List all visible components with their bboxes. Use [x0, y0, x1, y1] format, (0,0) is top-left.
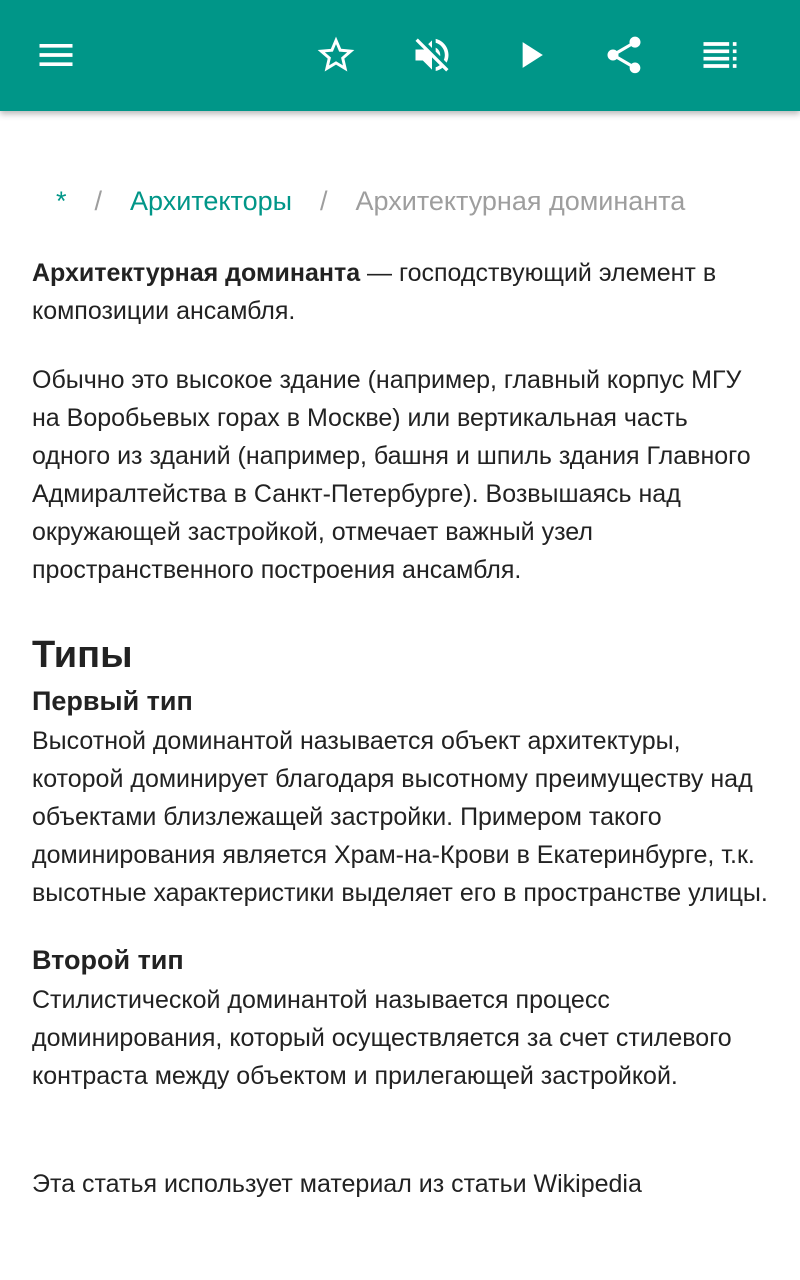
article-body [32, 254, 772, 1203]
subsection-title-type2: Второй тип [32, 945, 184, 975]
breadcrumb [56, 181, 685, 221]
star-outline-icon [314, 33, 358, 77]
share-button[interactable] [592, 23, 656, 87]
share-icon [602, 33, 646, 77]
hamburger-menu-icon [34, 33, 78, 77]
breadcrumb-separator: / [320, 186, 328, 216]
breadcrumb-current: Архитектурная доминанта [355, 186, 686, 216]
app-bar [0, 0, 800, 111]
type1-paragraph: Высотной доминантой называется объект архитектуры, которой доминирует благодаря высотному преимуществу над объектами близлежащей застройки. Примером такого доминирования является Храм-на-Крови в Екатеринбурге, т.к. высотные характеристики выделяет его в пространстве улицы. [32, 727, 768, 907]
section-title-types: Типы [32, 634, 133, 676]
table-of-contents-icon [698, 33, 742, 77]
definition-paragraph [32, 254, 772, 330]
play-icon [508, 33, 552, 77]
source-prefix: Эта статья использует материал из статьи [32, 1170, 534, 1198]
favorite-button[interactable] [304, 23, 368, 87]
breadcrumb-root-link[interactable]: * [56, 186, 67, 216]
source-attribution [32, 1165, 772, 1203]
volume-off-icon [410, 33, 454, 77]
subsection-title-type1: Первый тип [32, 686, 193, 716]
mute-button[interactable] [400, 23, 464, 87]
wikipedia-link[interactable]: Wikipedia [533, 1170, 642, 1198]
type2-paragraph: Стилистической доминантой называется процесс доминирования, который осуществляется за счет стилевого контраста между объектом и прилегающей застройкой. [32, 986, 732, 1090]
definition-text: — господствующий элемент в композиции ансамбля. [32, 259, 717, 325]
menu-button[interactable] [24, 23, 88, 87]
toc-button[interactable] [688, 23, 752, 87]
play-button[interactable] [498, 23, 562, 87]
description-paragraph: Обычно это высокое здание (например, главный корпус МГУ на Воробьевых горах в Москве) или вертикальная часть одного из зданий (например, башня и шпиль здания Главного Адмиралтейства в Санкт-Петербурге). Возвышаясь над окружающей застройкой, отмечает важный узел пространственного построения ансамбля. [32, 366, 751, 584]
article-term: Архитектурная доминанта [32, 259, 361, 287]
breadcrumb-category-link[interactable]: Архитекторы [130, 186, 293, 216]
breadcrumb-separator: / [94, 186, 103, 216]
